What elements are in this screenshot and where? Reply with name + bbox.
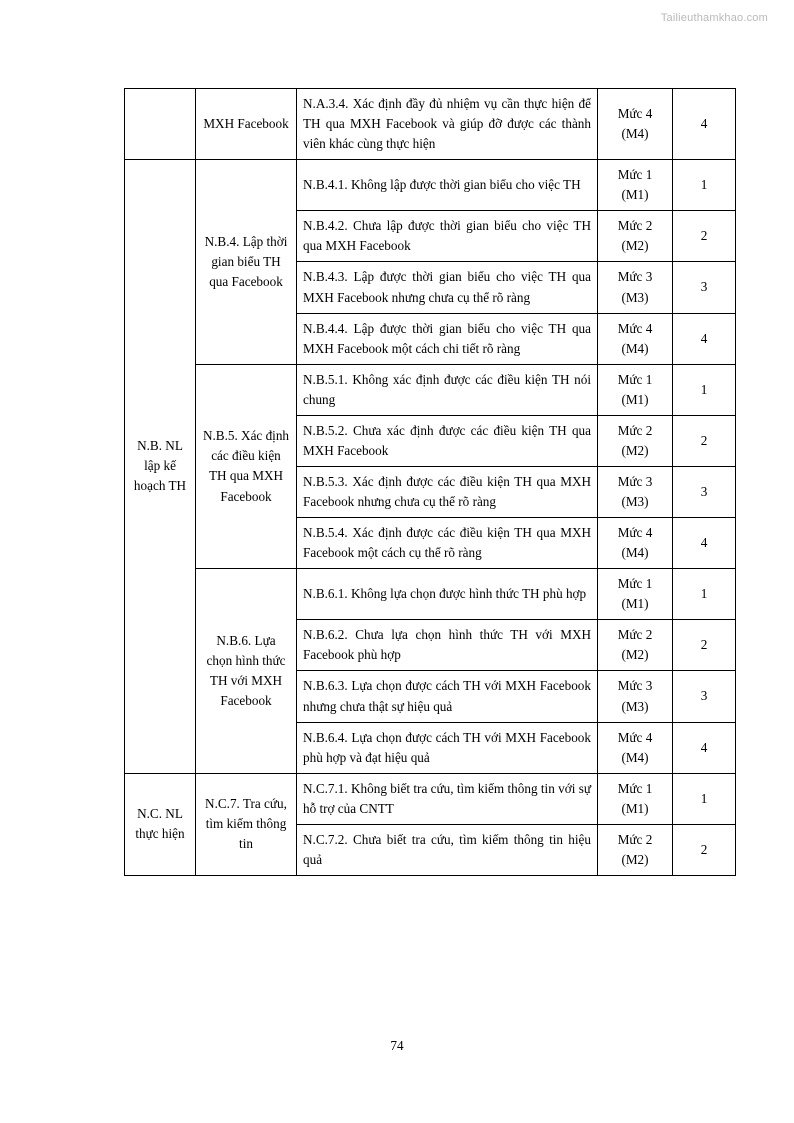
table-row (125, 569, 736, 620)
level-cell (598, 824, 673, 875)
component-cell: N.B.6. Lựa chọn hình thức TH với MXH Facebook (196, 569, 297, 774)
level-name: Mức 2 (617, 627, 653, 643)
indicator-cell: N.C.7.2. Chưa biết tra cứu, tìm kiếm thông tin hiệu quả (297, 824, 598, 875)
component-cell: N.B.5. Xác định các điều kiện TH qua MXH Facebook (196, 364, 297, 569)
level-code: (M2) (621, 647, 649, 663)
level-name: Mức 3 (617, 678, 653, 694)
score-cell: 2 (673, 211, 736, 262)
competence-cell: N.C. NL thực hiện (125, 773, 196, 875)
level-cell (598, 671, 673, 722)
score-cell: 4 (673, 89, 736, 160)
level-cell (598, 262, 673, 313)
score-cell: 1 (673, 569, 736, 620)
level-name: Mức 1 (617, 780, 653, 796)
score-cell: 1 (673, 773, 736, 824)
level-code: (M3) (621, 494, 649, 509)
table-row (125, 160, 736, 211)
level-name: Mức 2 (617, 422, 653, 438)
score-cell: 1 (673, 160, 736, 211)
score-cell: 4 (673, 722, 736, 773)
indicator-cell: N.B.6.1. Không lựa chọn được hình thức TH phù hợp (297, 569, 598, 620)
score-cell: 3 (673, 466, 736, 517)
level-cell (598, 773, 673, 824)
score-cell: 3 (673, 671, 736, 722)
level-code: (M4) (621, 340, 649, 356)
level-name: Mức 2 (617, 831, 653, 847)
indicator-cell: N.B.4.2. Chưa lập được thời gian biểu cho việc TH qua MXH Facebook (297, 211, 598, 262)
level-code: (M4) (621, 126, 649, 142)
page-number: 74 (390, 1038, 404, 1053)
competence-cell (125, 89, 196, 160)
level-cell (598, 620, 673, 671)
level-name: Mức 3 (617, 473, 653, 489)
indicator-cell: N.B.5.1. Không xác định được các điều kiện TH nói chung (297, 364, 598, 415)
level-name: Mức 3 (617, 269, 653, 285)
indicator-cell: N.B.5.2. Chưa xác định được các điều kiện TH qua MXH Facebook (297, 415, 598, 466)
score-cell: 3 (673, 262, 736, 313)
level-cell (598, 466, 673, 517)
score-cell: 2 (673, 620, 736, 671)
level-code: (M3) (621, 289, 649, 305)
level-code: (M3) (621, 698, 649, 714)
watermark-text: Tailieuthamkhao.com (660, 12, 768, 24)
indicator-cell: N.B.5.3. Xác định được các điều kiện TH qua MXH Facebook nhưng chưa cụ thể rõ ràng (297, 466, 598, 517)
component-cell: N.C.7. Tra cứu, tìm kiếm thông tin (196, 773, 297, 875)
table-row (125, 364, 736, 415)
level-code: (M2) (621, 442, 649, 458)
level-name: Mức 2 (617, 218, 653, 234)
level-name: Mức 4 (617, 729, 653, 745)
indicator-cell: N.B.4.3. Lập được thời gian biểu cho việc TH qua MXH Facebook nhưng chưa cụ thể rõ ràng (297, 262, 598, 313)
level-cell (598, 89, 673, 160)
indicator-cell: N.B.6.4. Lựa chọn được cách TH với MXH Facebook phù hợp và đạt hiệu quả (297, 722, 598, 773)
level-code: (M1) (621, 596, 649, 612)
level-name: Mức 4 (617, 106, 653, 122)
level-code: (M2) (621, 851, 649, 867)
level-cell (598, 518, 673, 569)
component-cell: N.B.4. Lập thời gian biểu TH qua Facebook (196, 160, 297, 365)
level-code: (M2) (621, 238, 649, 254)
indicator-cell: N.C.7.1. Không biết tra cứu, tìm kiếm thông tin với sự hỗ trợ của CNTT (297, 773, 598, 824)
level-name: Mức 4 (617, 525, 653, 541)
indicator-cell: N.B.6.3. Lựa chọn được cách TH với MXH Facebook nhưng chưa thật sự hiệu quả (297, 671, 598, 722)
level-code: (M1) (621, 187, 649, 203)
level-name: Mức 4 (617, 320, 653, 336)
level-code: (M4) (621, 545, 649, 561)
score-cell: 2 (673, 415, 736, 466)
indicator-cell: N.B.6.2. Chưa lựa chọn hình thức TH với MXH Facebook phù hợp (297, 620, 598, 671)
score-cell: 4 (673, 313, 736, 364)
score-cell: 4 (673, 518, 736, 569)
level-cell (598, 313, 673, 364)
level-code: (M1) (621, 391, 649, 407)
level-cell (598, 569, 673, 620)
table-row (125, 773, 736, 824)
indicator-cell: N.B.4.1. Không lập được thời gian biểu cho việc TH (297, 160, 598, 211)
level-cell (598, 364, 673, 415)
competence-cell: N.B. NL lập kế hoạch TH (125, 160, 196, 774)
rubric-table-container (124, 88, 708, 876)
indicator-cell: N.B.5.4. Xác định được các điều kiện TH qua MXH Facebook một cách cụ thể rõ ràng (297, 518, 598, 569)
score-cell: 1 (673, 364, 736, 415)
level-cell (598, 160, 673, 211)
level-name: Mức 1 (617, 371, 653, 387)
level-cell (598, 211, 673, 262)
rubric-table (124, 88, 736, 876)
indicator-cell: N.B.4.4. Lập được thời gian biểu cho việc TH qua MXH Facebook một cách chi tiết rõ ràng (297, 313, 598, 364)
component-cell: MXH Facebook (196, 89, 297, 160)
level-name: Mức 1 (617, 167, 653, 183)
indicator-cell: N.A.3.4. Xác định đầy đủ nhiệm vụ cần thực hiện để TH qua MXH Facebook và giúp đỡ được các thành viên khác cùng thực hiện (297, 89, 598, 160)
table-row (125, 89, 736, 160)
level-code: (M4) (621, 749, 649, 765)
level-name: Mức 1 (617, 576, 653, 592)
score-cell: 2 (673, 824, 736, 875)
level-cell (598, 415, 673, 466)
level-code: (M1) (621, 800, 649, 816)
level-cell (598, 722, 673, 773)
